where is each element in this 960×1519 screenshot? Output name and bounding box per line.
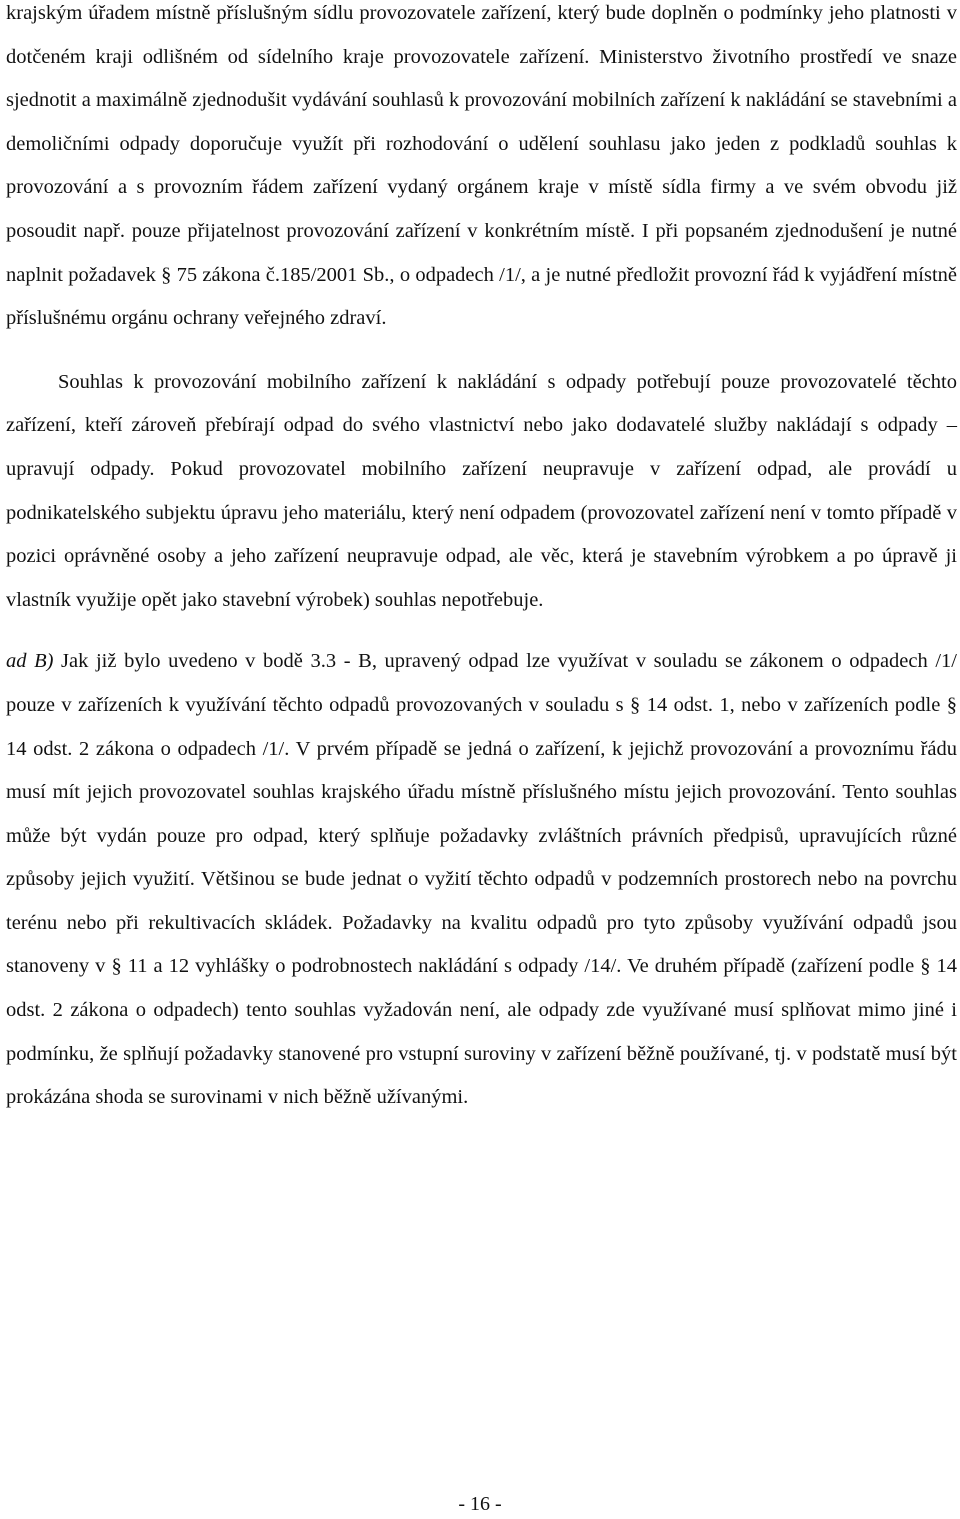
paragraph-spacer (6, 622, 957, 640)
paragraph-3-text: Jak již bylo uvedeno v bodě 3.3 - B, upravený odpad lze využívat v souladu se zákonem o odpadech /1/ pouze v zařízeních k využívání těchto odpadů provozovaných v souladu s § 14 odst. 1, nebo v zařízeních podle § 14 odst. 2 zákona o odpadech /1/. V prvém případě se jedná o zařízení, k jejichž provozování a provoznímu řádu musí mít jejich provozovatel souhlas krajského úřadu místně příslušného místu jejich provozování. Tento souhlas může být vydán pouze pro odpad, který splňuje požadavky zvláštních právních předpisů, upravujících různé způsoby jejich využití. Většinou se bude jednat o vyžití těchto odpadů v podzemních prostorech nebo na povrchu terénu nebo při rekultivacích skládek. Požadavky na kvalitu odpadů pro tyto způsoby využívání odpadů jsou stanoveny v § 11 a 12 vyhlášky o podrobnostech nakládání s odpady /14/. Ve druhém případě (zařízení podle § 14 odst. 2 zákona o odpadech) tento souhlas vyžadován není, ale odpady zde využívané musí splňovat mimo jiné i podmínku, že splňují požadavky stanovené pro vstupní suroviny v zařízení běžně používané, tj. v podstatě musí být prokázána shoda se surovinami v nich běžně užívanými. (6, 650, 957, 1109)
paragraph-2: Souhlas k provozování mobilního zařízení k nakládání s odpady potřebují pouze provozovatelé těchto zařízení, kteří zároveň přebírají odpad do svého vlastnictví nebo jako dodavatelé služby nakládají s odpady – upravují odpady. Pokud provozovatel mobilního zařízení neupravuje v zařízení odpad, ale provádí u podnikatelského subjektu úpravu jeho materiálu, který není odpadem (provozovatel zařízení není v tomto případě v pozici oprávněné osoby a jeho zařízení neupravuje odpad, ale věc, která je stavebním výrobkem a po úpravě ji vlastník využije opět jako stavební výrobek) souhlas nepotřebuje. (6, 370, 957, 611)
paragraph-1: krajským úřadem místně příslušným sídlu provozovatele zařízení, který bude doplněn o podmínky jeho platnosti v dotčeném kraji odlišném od sídelního kraje provozovatele zařízení. Ministerstvo životního prostředí ve snaze sjednotit a maximálně zjednodušit vydávání souhlasů k provozování mobilních zařízení k nakládání se stavebními a demoličními odpady doporučuje využít při rozhodování o udělení souhlasu jako jeden z podkladů souhlas k provozování a s provozním řádem zařízení vydaný orgánem kraje v místě sídla firmy a ve svém obvodu již posoudit např. pouze přijatelnost provozování zařízení v konkrétním místě. I při popsaném zjednodušení je nutné naplnit požadavek § 75 zákona č.185/2001 Sb., o odpadech /1/, a je nutné předložit provozní řád k vyjádření místně příslušnému orgánu ochrany veřejného zdraví. (6, 2, 957, 330)
paragraph-3-lead: ad B) (6, 650, 54, 673)
paragraph-3 (6, 640, 957, 1120)
document-body (6, 0, 957, 1120)
page-number: - 16 - (458, 1493, 502, 1515)
paragraph-spacer (6, 341, 957, 361)
